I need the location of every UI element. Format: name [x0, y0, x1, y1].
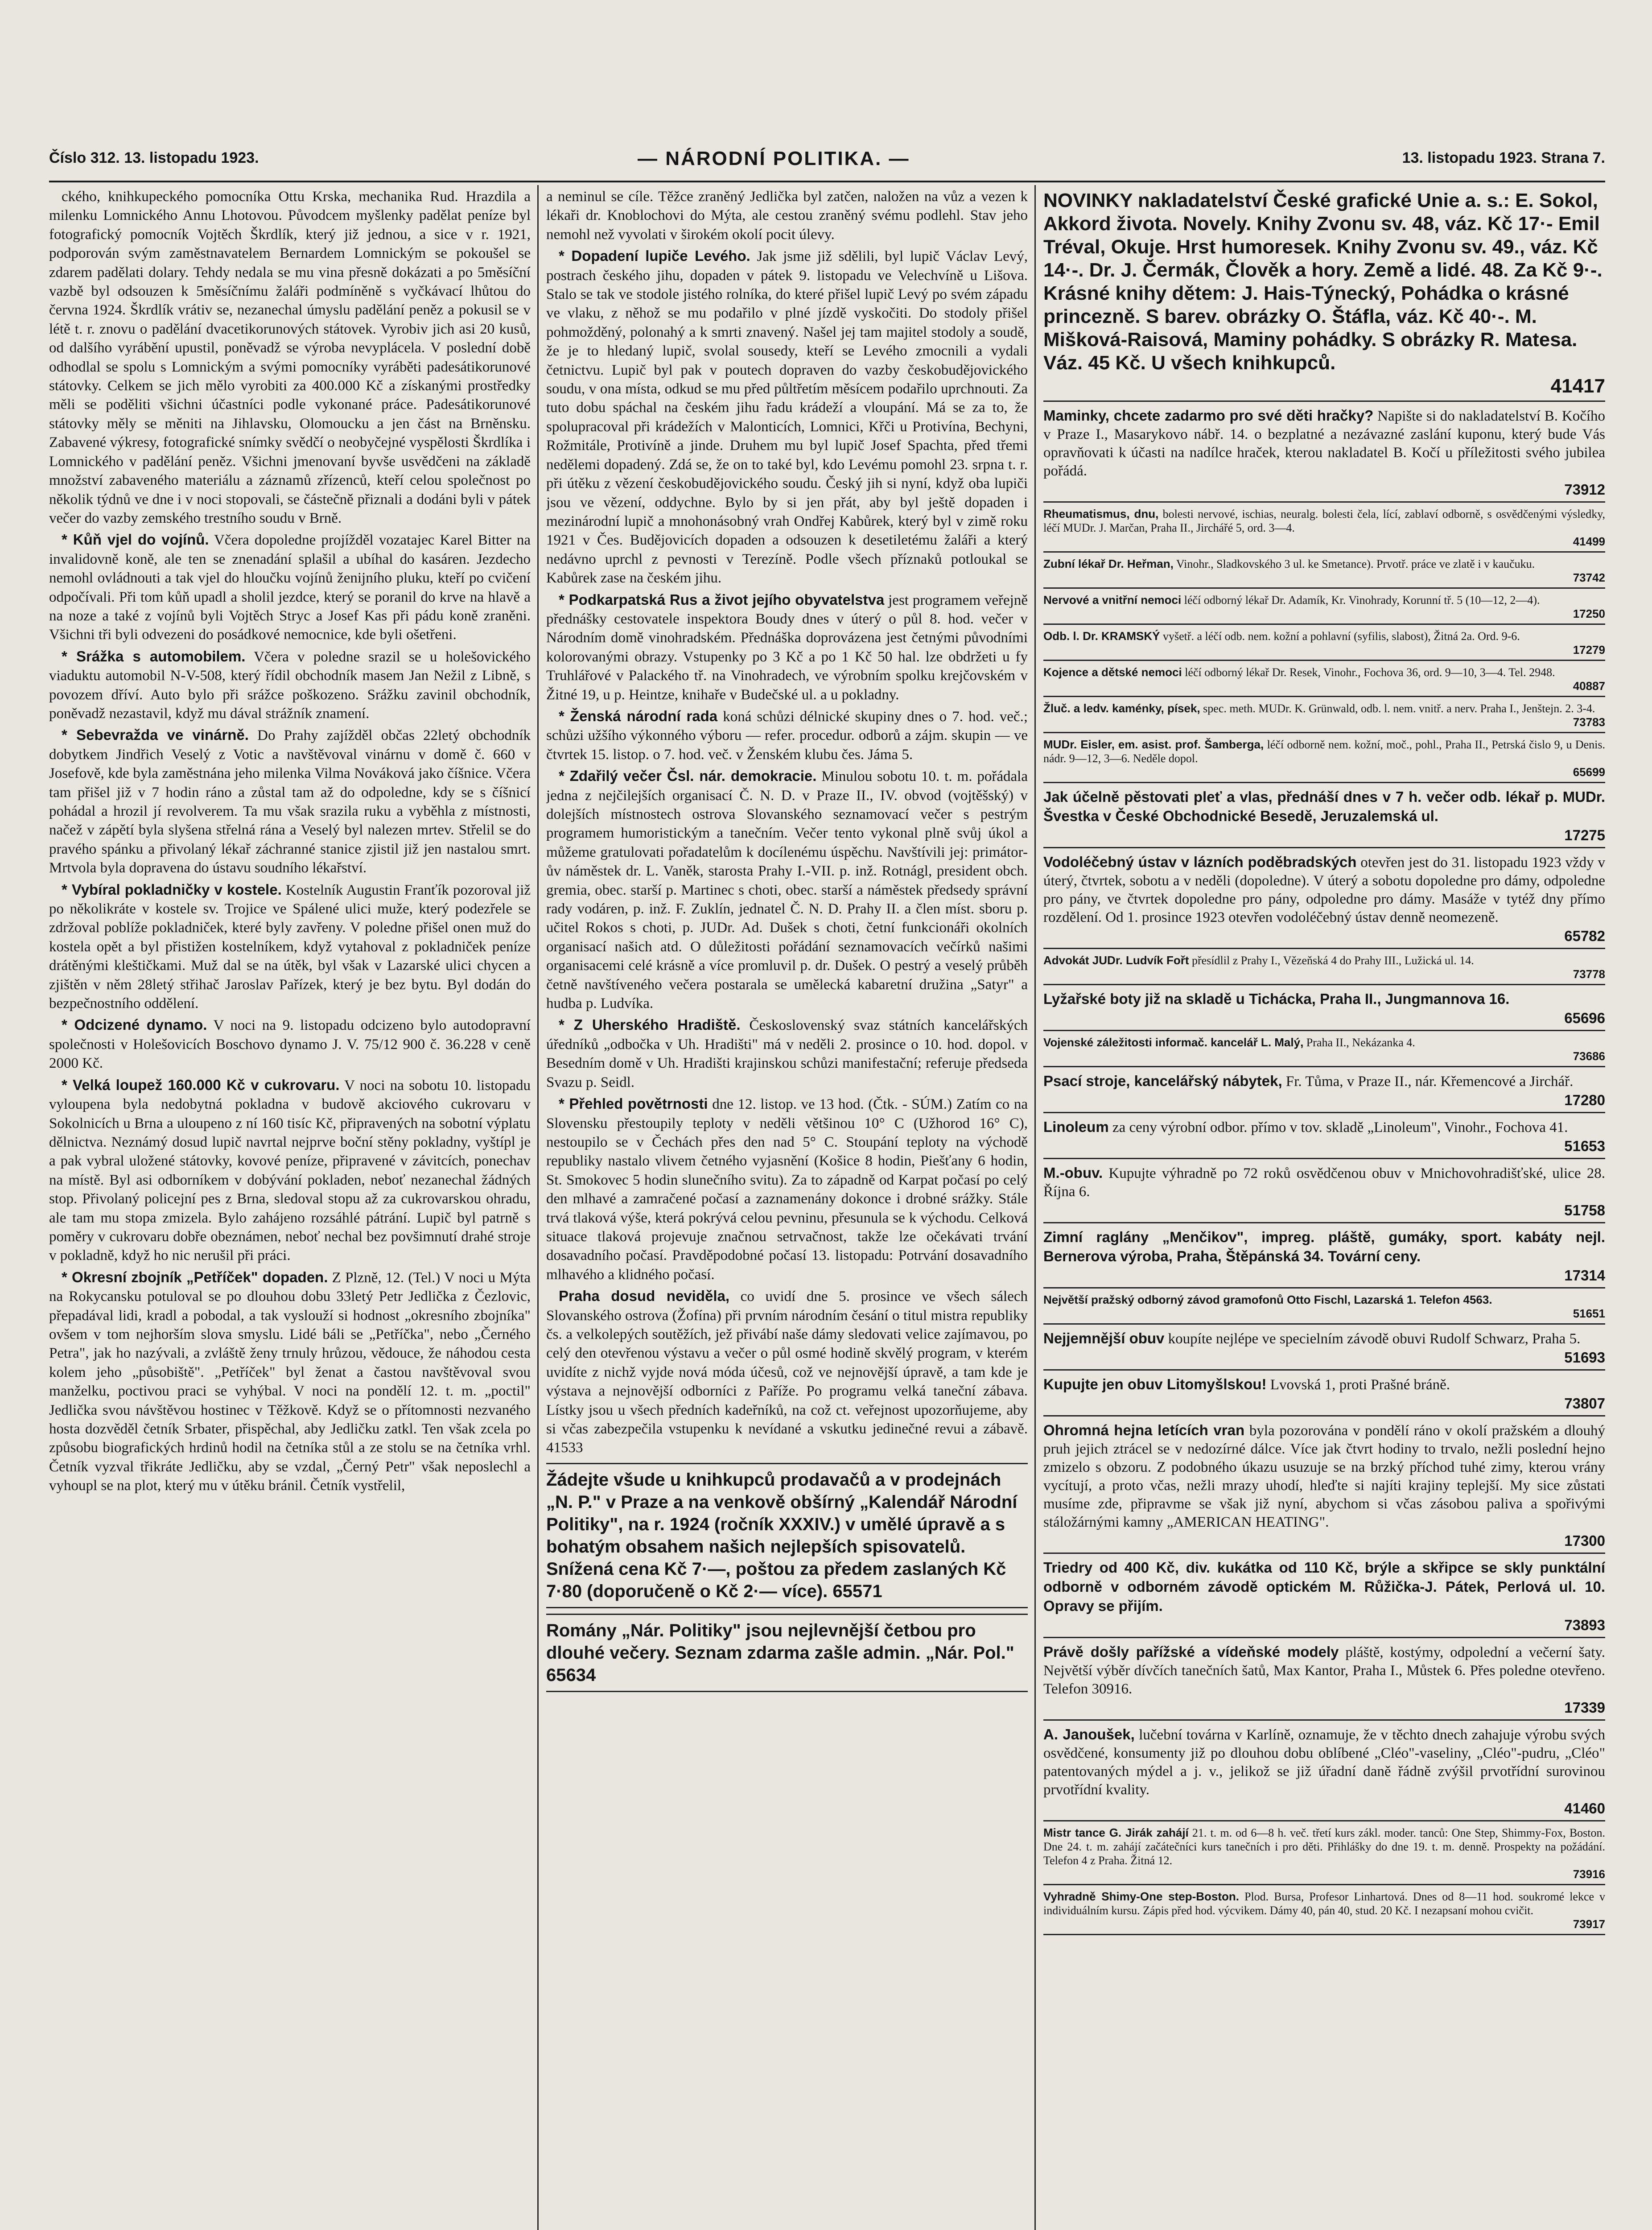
article-headline: * Odcizené dynamo. — [62, 1016, 207, 1033]
advertisement — [1043, 1291, 1605, 1325]
ad-number: 73783 — [1573, 715, 1605, 729]
article — [49, 647, 531, 723]
ad-number: 17280 — [1564, 1092, 1605, 1108]
article-text: léčí odborný lékař Dr. Adamík, Kr. Vinohrady, Korunní tř. 5 (10—12, 2—4). — [1184, 594, 1540, 607]
article-headline: Nejjemnější obuv — [1043, 1330, 1165, 1346]
article-headline: Právě došly pařížské a vídeňské modely — [1043, 1644, 1339, 1660]
article — [546, 1287, 1028, 1458]
article-headline: Advokát JUDr. Ludvík Fořt — [1043, 954, 1189, 967]
issue-number: Číslo 312. 13. listopadu 1923. — [49, 149, 259, 166]
article — [546, 1094, 1028, 1284]
article-text: V noci na sobotu 10. listopadu vyloupena byla nedobytná pokladna v budově akciového cukrovaru v Sokolnicích u Brna a uloupeno z ní 160 tisíc Kč, připravených na sobotní výplatu dělnictva. Neznámý dosud lupič navrtal nejprve boční stěny pokladny, vyštípl je a pak vybral uložené státovky, kovové peníze, připravené v závitcích, ponechav na místě. Byl asi odborníkem v dobývání pokladen, neboť nezanechal žádných stop. Přivolaný policejní pes z Brna, sledoval stopu až za cukrovarskou ohradu, ale tam mu stopa zmizela. Bylo zahájeno rozsáhlé pátrání. Lupič byl patrně s poměry v cukrovaru dobře obeznámen, neboť nechal bez povšimnutí drahé stroje v pokladně, když ho nic nerušil při práci. — [49, 1077, 531, 1264]
article-text: Vinohr., Sladkovského 3 ul. ke Smetance). Prvotř. práce ve zlatě i v kaučuku. — [1176, 558, 1535, 570]
article-text: dne 12. listop. ve 13 hod. (Čtk. - SÚM.) Zatím co na Slovensku přestoupily teploty v neděli většinou 10° C (Užhorod 16° C), nestoupilo se v Čechách přes den nad 5° C. Stoupání teploty na východě republiky nastalo vlivem četného vyjasnění (Košice 8 hodin, Piešťany 6 hodin, St. Smokovec 5 hodin slunečního svitu). Za to západně od Karpat počasí po celý den mlhavé a zamračené počasí a zaznamenány dokonce i drobné srážky. Stále trvá tlaková výše, která pokrývá celou pevninu, přesunula se k východu. Celková situace tlaková projevuje značnou setrvačnost, takže lze očekávati trvání dosavadního počasí. Pravděpodobné počasí 13. listopadu: Potrvání dosavadního mlhavého a klidného počasí. — [546, 1096, 1028, 1283]
article-headline: M.-obuv. — [1043, 1165, 1103, 1181]
advertisement — [1043, 1034, 1605, 1067]
ad-number: 17275 — [1564, 827, 1605, 843]
advertisement — [1043, 664, 1605, 697]
column-divider — [537, 185, 539, 2230]
article-text: za ceny výrobní odbor. přímo v tov. skladě „Linoleum", Vinohr., Fochova 41. — [1112, 1119, 1568, 1136]
advertisement — [1043, 1162, 1605, 1223]
ad-number: 41417 — [1550, 375, 1605, 397]
ad-number: 51693 — [1564, 1349, 1605, 1366]
ad-number: 41460 — [1564, 1800, 1605, 1817]
article — [546, 247, 1028, 587]
advertisement — [1043, 1327, 1605, 1371]
article-text: spec. meth. MUDr. K. Grünwald, odb. l. nem. vnitř. a nerv. Praha I., Jenštejn. 2. 3-4. — [1203, 702, 1595, 715]
article-headline: * Podkarpatská Rus a život jejího obyvatelstva — [559, 591, 885, 608]
article-text: NOVINKY nakladatelství České grafické Unie a. s.: E. Sokol, Akkord života. Novely. Knihy Zvonu sv. 48, váz. Kč 17·- Emil Tréval, Okuje. Hrst humoresek. Knihy Zvonu sv. 49., váz. Kč 14·-. Dr. J. Čermák, Člověk a hory. Země a lidé. 48. Za Kč 9·-. Krásné knihy dětem: J. Hais-Týnecký, Pohádka o krásné princezně. S barev. obrázky O. Štáfla, váz. Kč 40·-. M. Mišková-Raisová, Maminy pohádky. S obrázky R. Matesa. Váz. 45 Kč. U všech knihkupců. — [1043, 190, 1603, 374]
ad-number: 73742 — [1573, 571, 1605, 584]
advertisement — [1043, 1641, 1605, 1721]
article-headline: Vyhradně Shimy-One step-Boston. — [1043, 1890, 1240, 1903]
ad-number: 17250 — [1573, 607, 1605, 620]
ad-number: 41499 — [1573, 535, 1605, 548]
article-headline: Vojenské záležitosti informač. kancelář L. Malý, — [1043, 1036, 1304, 1049]
article-text: Včera dopoledne projížděl vozatajec Karel Bitter na invalidovně koně, ale ten se znenadání splašil a ubíhal do kasáren. Jezdecho nemohl ovládnouti a tak vjel do hloučku vojínů ženijního pluku, kteří po cvičení odpočívali. Při tom kůň upadl a sholil jezdce, který se poranil do krve na hlavě a na noze a také z vojínů byli Vojtěch Stryc a Josef Kas při pádu koně zraněni. Všichni tři byli odvezeni do posádkové nemocnice, kde byli ošetřeni. — [49, 532, 531, 643]
ad-number: 51758 — [1564, 1202, 1605, 1218]
masthead — [49, 149, 1605, 176]
article-headline: Triedry od 400 Kč, div. kukátka od 110 Kč, brýle a skřipce se skly punktální odborně v odborném závodě optickém M. Růžička-J. Pátek, Perlová ul. 10. Opravy se přijím. — [1043, 1559, 1605, 1614]
ad-number: 73807 — [1564, 1395, 1605, 1412]
article — [49, 1016, 531, 1073]
article-text: bolesti nervové, ischias, neuralg. bolesti čela, lící, zablaví odborně, s osvědčenými výsledky, léčí MUDr. J. Marčan, Praha II., Jirchářé 5, ord. 3—4. — [1043, 508, 1605, 534]
article — [49, 1268, 531, 1495]
advertisement — [1043, 1824, 1605, 1885]
date-page: 13. listopadu 1923. Strana 7. — [1402, 149, 1605, 166]
article-text: léčí odborný lékař Dr. Resek, Vinohr., Fochova 36, ord. 9—10, 3—4. Tel. 2948. — [1185, 666, 1555, 679]
article-text: Plod. Bursa, Profesor Linhartová. Dnes od 8—11 hod. soukromé lekce v individuálním kursu. Zápis před hod. výcvikem. Dámy 40, pán 40, stud. 20 Kč. I nezapsaní mohou cvičit. — [1043, 1890, 1605, 1917]
advertisement — [1043, 1116, 1605, 1159]
ad-number: 65696 — [1564, 1010, 1605, 1026]
article-headline: * Přehled povětrnosti — [559, 1095, 708, 1112]
article-headline: Mistr tance G. Jirák zahájí — [1043, 1826, 1189, 1839]
article-text: a neminul se cíle. Těžce zraněný Jedlička byl zatčen, naložen na vůz a vezen k lékaři dr. Knoblochovi do Mýta, ale cestou zraněný svému podlehl. Stav jeho nemohl než vyvolati v širokém okolí pocit úlevy. — [546, 189, 1028, 243]
ad-number: 73917 — [1573, 1917, 1605, 1931]
article-text: lučební továrna v Karlíně, oznamuje, že v těchto dnech zahajuje výrobu svých osvědčené, konsumenty již po dlouhou dobu oblíbené „Cléo"-vaseliny, „Cléo"-pudru, „Cléo" patentovaných mýdel a j. v., jelikož se již úřadní daně řádně zvýšil prvotřídní surovinou prvotřídní kvality. — [1043, 1727, 1605, 1798]
advertisement — [1043, 591, 1605, 625]
article-text: Minulou sobotu 10. t. m. pořádala jedna z nejčilejších organisací Č. N. D. v Praze II., IV. obvod (vojtěšský) v dolejších místnostech ostrova Slovanského seznamovací večer s pestrým programem humoristickým a tanečním. Večer tento vykonal plně svůj úkol a můžeme gratulovati pořadatelům k docílenému úspěchu. Navštívili jej: primátor-ův náměstek dr. L. Vaněk, starosta Prahy I.-VII. p. inž. Rotnágl, president obch. gremia, obec. starší p. Martinec s choti, obec. starší a náměstek předsedy správní rady vodáren, p. inž. F. Zuklín, jednatel Č. N. D. Prahy II. a člen míst. sboru p. učitel Rokos s choti, p. JUDr. Ad. Dušek s choti, četní funkcionáři okolních organisací našich atd. O důležitosti pořádání seznamovacích večírků našimi organisacemi celé krásně a více promluvil p. dr. Dušek. O pestrý a veselý průběh četně navštíveného večera postarala se umělecká kabaretní družina „Satyr" a hudba p. Ludvíka. — [546, 768, 1028, 1012]
advertisement — [1043, 952, 1605, 985]
article-headline: * Zdařilý večer Čsl. nár. demokracie. — [559, 768, 817, 785]
notice-box — [546, 1614, 1028, 1692]
newspaper-title: — NÁRODNÍ POLITIKA. — — [638, 148, 910, 169]
header-rule — [49, 181, 1605, 182]
advertisement — [1043, 786, 1605, 848]
article-headline: Zimní raglány „Menčikov", impreg. pláště, gumáky, sport. kabáty nejl. Bernerova výroba, Praha, Štěpánská 34. Tovární ceny. — [1043, 1229, 1605, 1264]
advertisement — [1043, 628, 1605, 661]
column-news-2 — [546, 187, 1028, 2230]
ad-number: 73916 — [1573, 1867, 1605, 1881]
article-headline: Odb. l. Dr. KRAMSKÝ — [1043, 629, 1160, 643]
article-text: koupíte nejlépe ve specielním závodě obuvi Rudolf Schwarz, Praha 5. — [1168, 1331, 1581, 1347]
article-text: Napište si do nakladatelství B. Kočího v Praze I., Masarykovo nábř. 14. o bezplatné a nezávazné zaslání kuponu, který bude Vás opravňovati k účasti na nadílce hraček, kterou nakladatel B. Kočí u příležitosti svého jubilea pořádá. — [1043, 408, 1605, 479]
article-headline: MUDr. Eisler, em. asist. prof. Šamberga, — [1043, 738, 1264, 751]
article-headline: * Z Uherského Hradiště. — [559, 1016, 741, 1033]
article — [49, 880, 531, 1013]
article-headline: * Sebevražda ve vinárně. — [62, 727, 249, 743]
article-text: Žádejte všude u knihkupců prodavačů a v prodejnách „N. P." v Praze a na venkově obšírný „Kalendář Národní Politiky", na r. 1924 (ročník XXXIV.) v umělé úpravě a s bohatým obsahem našich nejlepších spisovatelů. Snížená cena Kč 7·—, poštou za předem zaslaných Kč 7·80 (doporučeně o Kč 2·— více). 65571 — [546, 1470, 1018, 1601]
article-headline: * Ženská národní rada — [559, 707, 718, 724]
article-headline: Kupujte jen obuv Litomyšlskou! — [1043, 1376, 1267, 1392]
article-text: Československý svaz státních kancelářských úředníků „odbočka v Uh. Hradišti" má v neděli 2. prosince o 10. hod. dopol. v Besedním domě v Uh. Hradišti krajinskou schůzi manifestační; referuje předseda Svazu p. Seidl. — [546, 1017, 1028, 1090]
article — [546, 187, 1028, 244]
article-text: Praha II., Nekázanka 4. — [1306, 1036, 1415, 1049]
article-headline: Zubní lékař Dr. Heřman, — [1043, 557, 1174, 570]
article-text: Včera v poledne srazil se u holešovického viaduktu automobil N-V-508, který řídil obchodník masem Jan Nežil z Libně, s povozem dříví. Auto bylo při srážce poškozeno. Srážku zavinil obchodník, poněvadž nezastavil, když mu dával strážník znamení. — [49, 648, 531, 722]
article-text: byla pozorována v pondělí ráno v okolí pražském a dlouhý pruh jejich ztrácel se v nedozírné dálce. Více jak čtvrt hodiny to trvalo, nežli poslední hejno zmizelo s obzoru. Z podobného úkazu usuzuje se na brzký příchod tuhé zimy, kterou vrány vycítují, a proto včas, nežli mrazy uhodí, hleďte si najíti krajiny teplejší. My sice zůstati musíme zde, připravme se však již nyní, abychom si včas zásobou paliva a spořivými stáložárnými kamny „AMERICAN HEATING". — [1043, 1423, 1605, 1530]
article — [49, 1076, 531, 1265]
ad-number: 73778 — [1573, 967, 1605, 981]
article — [49, 530, 531, 644]
advertisement — [1043, 405, 1605, 503]
ad-number: 17279 — [1573, 643, 1605, 657]
ad-number: 73893 — [1564, 1617, 1605, 1633]
article-text: přesídlil z Prahy I., Vězeňská 4 do Prahy III., Lužická ul. 14. — [1192, 954, 1474, 967]
advertisement — [1043, 1557, 1605, 1638]
notice-box — [546, 1463, 1028, 1608]
ad-number: 17300 — [1564, 1532, 1605, 1549]
article-headline: Jak účelně pěstovati pleť a vlas, přednáší dnes v 7 h. večer odb. lékař p. MUDr. Švestka v České Obchodnické Besedě, Jeruzalemská ul. — [1043, 789, 1605, 824]
advertisement — [1043, 1070, 1605, 1113]
article-headline: Maminky, chcete zadarmo pro své děti hračky? — [1043, 407, 1374, 424]
advertisement — [1043, 555, 1605, 589]
article-headline: A. Janoušek, — [1043, 1726, 1135, 1743]
article-text: Lvovská 1, proti Prašné bráně. — [1270, 1377, 1450, 1393]
column-divider — [1034, 185, 1036, 2230]
column-news-1 — [49, 187, 531, 2230]
advertisement — [1043, 1226, 1605, 1288]
article-headline: * Kůň vjel do vojínů. — [62, 531, 209, 548]
advertisement — [1043, 988, 1605, 1031]
article-headline: Rheumatismus, dnu, — [1043, 507, 1159, 520]
advertisement — [1043, 505, 1605, 553]
article-headline: * Okresní zbojník „Petříček" dopaden. — [62, 1268, 328, 1285]
article-text: Jak jsme již sdělili, byl lupič Václav Levý, postrach českého jihu, dopaden v pátek 9. listopadu ve Velechvíně u Lišova. Stalo se tak ve stodole jistého rolníka, do které přišel lupič Levý po svém západu ve vlaku, z něhož se mu podařilo v plné jízdě vyskočiti. Do stodoly přišel pohmožděný, polonahý a k smrti znavený. Našel jej tam majitel stodoly a soudě, že je to hledaný lupič, svolal sousedy, kteří se Levého zmocnili a vydali četnictvu. Lupič byl pak v poutech dopraven do vazby českobudějovického soudu, v ona místa, odkud se mu před půltřetím měsícem podařilo uprchnouti. Za tuto dobu spáchal na českém jihu řadu krádeží a vloupání. Má se za to, že spolupracoval při krádežích v Malonticích, Lomnici, Křči u Protivína, Bechyni, Rožmitále, Protivíně a jinde. Druhem mu byl lupič Josef Spachta, před třemi nedělemi dopadený. Zdá se, že on to také byl, kdo Levému pomohl 23. srpna t. r. při útěku z vězení českobudějovického soudu. Český jih si nyní, když oba lupiči jsou ve vězení, oddychne. Bylo by si jen přát, aby byl ještě dopaden i mezinárodní lupič a mnohonásobný vrah Ondřej Kabůrek, který byl v zimě roku 1921 v Čes. Budějovicích dopaden a odsouzen k desetiletému žaláři a který nedávno uprchl z pevnosti v Terezíně. Podle všech příznaků potloukal se Kabůrek zase na českém jihu. — [546, 248, 1028, 586]
article — [546, 767, 1028, 1013]
article-text: vyšetř. a léčí odb. nem. kožní a pohlavní (syfilis, slabost), Žitná 2a. Ord. 9-6. — [1162, 630, 1520, 643]
article-text: Kostelník Augustin Franťík pozoroval již po několikráte v kostele sv. Trojice ve Spálené ulici muže, který podezřele se zdržoval poblíže pokladniček, které byly zavřeny. V poledne přišel onen muž do kostela opět a byl přistižen kostelníkem, když vytahoval z pokladniček peníze drátěnými kleštičkami. Muž dal se na útěk, byl však v Lazarské ulici chycen a zjištěn v něm 28letý střihač Jaroslav Pařízek, který je bez bytu. Byl dodán do bezpečnostního oddělení. — [49, 882, 531, 1012]
article-text: Kupujte výhradně po 72 roků osvědčenou obuv v Mnichovohradišťské, ulice 28. Října 6. — [1043, 1165, 1605, 1200]
advertisement — [1043, 1373, 1605, 1416]
article-text: Romány „Nár. Politiky" jsou nejlevnější četbou pro dlouhé večery. Seznam zdarma zašle admin. „Nár. Pol." 65634 — [546, 1620, 1014, 1685]
ad-number: 17314 — [1564, 1267, 1605, 1284]
article-headline: Lyžařské boty již na skladě u Tichácka, Praha II., Jungmannova 16. — [1043, 991, 1510, 1007]
ad-number: 73912 — [1564, 481, 1605, 498]
article-text: Z Plzně, 12. (Tel.) V noci u Mýta na Rokycansku potuloval se po dlouhou dobu 33letý Petr Jedlička z Čezlovic, přepadával lidi, kradl a pobodal, a tak vyslouží si hodnost „okresního zbojníka" ovšem v tom nejhorším slova smyslu. Lidé báli se „Petříčka", nebo „Černého Petra", jak ho nazývali, a zvláště ženy trnuly hrůzou, vědouce, že náhodou cesta kolem jeho „působiště". „Petříček" byl ženat a častou navštěvoval svou manželku, poctivou praci se vyhýbal. V noci na pondělí 12. t. m. „poctil" Jedlička svou návštěvou hostinec v Těžkově. Když se o přítomnosti nezvaného hosta dozvěděl četník Srbater, přispěchal, aby Jedličku zatkl. Ten však zcela po způsobu biografických hrdinů hodil na četníka stůl a ze stolu se na četníka vrhl. Četník vyzval třikráte Jedličku, aby se vzdal, „Černý Petr" však neposlechl a vyhoupl se na plot, který mu v útěku bránil. Četník vystřelil, — [49, 1269, 531, 1494]
article-headline: * Dopadení lupiče Levého. — [559, 248, 750, 264]
article-headline: * Srážka s automobilem. — [62, 648, 246, 665]
article-text: koná schůzi délnické skupiny dnes o 7. hod. več.; schůzi užšího výkonného výboru — refer. procedur. odborů a zájm. skupin — ve čtvrtek 15. listop. o 7. hod. več. v Ženském klubu čes. Jáma 5. — [546, 708, 1028, 763]
ad-number: 73686 — [1573, 1049, 1605, 1063]
article-text: léčí odborně nem. kožní, moč., pohl., Praha II., Petrská čislo 9, u Denis. nádr. 9—12, 3—6. Neděle dopol. — [1043, 738, 1605, 765]
article-headline: Kojence a dětské nemoci — [1043, 665, 1182, 679]
article-text: Fr. Tůma, v Praze II., nár. Křemencové a Jirchář. — [1285, 1074, 1574, 1090]
article-headline: Ohromná hejna letících vran — [1043, 1422, 1245, 1438]
advertisement — [1043, 736, 1605, 783]
ad-number: 65782 — [1564, 928, 1605, 944]
article-text: Do Prahy zajížděl občas 22letý obchodník dobytkem Jindřich Veselý z Votic a navštěvoval vinárnu v domě č. 660 v Josefově, kde byla zaměstnána jeho milenka Vilma Nováková jako číšnice. Včera tam přišel již v 7 hodin ráno a zůstal tam až do odpoledne, kdy se s číšnicí pohádal a hrozil jí revolverem. Ta mu však srazila ruku a vyběhla z místnosti, načež v zápětí byla slyšena střelná rána a Veselý byl nalezen mrtev. Střelil se do pravého spánku a přivolaný lékař záchranné stanice zjistil již jen nastalou smrt. Mrtvola byla dopravena do ústavu soudního lékařství. — [49, 727, 531, 876]
advertisement — [1043, 187, 1605, 402]
article — [546, 1016, 1028, 1092]
article — [49, 187, 531, 528]
article-text: 21. t. m. od 6—8 h. več. třetí kurs zákl. moder. tanců: One Step, Shimmy-Fox, Boston. Dne 24. t. m. zahájí začátečníci kurs tanečních i pro děti. Přihlášky do dne 19. t. m. denně. Prospekty na požádání. Telefon 4 z Praha. Žitná 12. — [1043, 1826, 1605, 1867]
article-headline: Vodoléčebný ústav v lázních poděbradských — [1043, 854, 1357, 870]
ad-number: 51653 — [1564, 1138, 1605, 1154]
column-advertisements — [1043, 187, 1605, 2230]
advertisement — [1043, 1888, 1605, 1935]
article — [546, 707, 1028, 764]
article-headline: Největší pražský odborný závod gramofonů Otto Fischl, Lazarská 1. Telefon 4563. — [1043, 1293, 1492, 1306]
article-headline: Psací stroje, kancelářský nábytek, — [1043, 1073, 1282, 1089]
article-headline: * Velká loupež 160.000 Kč v cukrovaru. — [62, 1076, 340, 1093]
advertisement — [1043, 1723, 1605, 1821]
ad-number: 40887 — [1573, 679, 1605, 693]
article-headline: Linoleum — [1043, 1119, 1109, 1135]
article-text: pláště, kostýmy, odpolední a večerní šaty. Největší výběr dívčích tanečních šatů, Max Kantor, Praha I., Můstek 6. Přes poledne otevřeno. Telefon 30916. — [1043, 1644, 1605, 1697]
ad-number: 17339 — [1564, 1699, 1605, 1716]
ad-number: 51651 — [1573, 1307, 1605, 1320]
article-headline: Žluč. a ledv. kaménky, písek, — [1043, 702, 1200, 715]
article-text: jest programem veřejně přednášky cestovatele inspektora Boudy dnes v úterý o půl 8. hod. večer v Národním domě vinohradském. Přednáška doprovázena jest četnými původními kolorovanými obrazy. Vstupenky po 3 Kč a po 1 Kč 50 hal. lze obdržeti u fy Truhlářové v Palackého tř. na Vinohradech, ve výrobním spolku krejčovském v Žitné 19, u p. Heintze, knihaře v Budečské ul. a u pokladny. — [546, 592, 1028, 703]
article-headline: * Vybíral pokladničky v kostele. — [62, 881, 282, 898]
advertisement — [1043, 1419, 1605, 1554]
advertisement — [1043, 851, 1605, 949]
ad-number: 65699 — [1573, 765, 1605, 779]
article-text: co uvidí dne 5. prosince ve všech sálech Slovanského ostrova (Žofína) při prvním národním česání o titul mistra republiky čs. a velkolepých soutěžích, jež přivábí naše dámy sledovati velice zajímavou, po celý den otevřenou výstavu a večer o půl osmé hodině skvělý program, v kterém uvidíte z nichž vyjde nová móda účesů, což ve nejnovější úpravě, a tam kde je výstava a nejnovější odborníci z Paříže. Po programu velká taneční zábava. Lístky jsou u všech předních kadeřníků, na což ct. veřejnost upozorňujeme, aby si včas zabezpečila vstupenku k nevídané a vskutku jedinečné revui a zábavě. 41533 — [546, 1288, 1028, 1456]
article — [546, 591, 1028, 704]
article-text: ckého, knihkupeckého pomocníka Ottu Krska, mechanika Rud. Hrazdila a milenku Lomnického Annu Lhotovou. Původcem myšlenky padělat peníze byl fotografický pomocník Vojtěch Škrdlík, který již jednou, a sice v r. 1921, podporován svým zaměstnavatelem Bernardem Lomnickým se pokoušel se zdarem padělati dolary. Tehdy nedala se mu vina přesně dokázati a po 5měsíční vazbě byl odsouzen k 5měsíčnímu žaláři podmíněně s vyčkávací lhůtou do června 1924. Škrdlík vrátiv se, nezanechal úmyslu padělání peněz a pokusil se v létě t. r. znovu o padělání dvacetikorunových státovek. Vyrobiv jich asi 20 kusů, od dalšího vyrábění upustil, poněvadž se výroba nevyplácela. V poslední době odhodlal se spolu s Lomnickým a svými pomocníky vyráběti padesátikorunové státovky. Celkem se jich mělo vyrobiti za 400.000 Kč a získanými prostředky měli se poděliti všichni účastníci podle vykonané práce. Padesátikorunové státovky měly se měniti na Jihlavsku, Olomoucku a jen část na Brněnsku. Zabavené výkresy, fotografické snímky svědčí o neobyčejné vyspělosti Škrdlíka i Lomnického v padělání peněz. Všichni jmenovaní byvše usvědčeni na základě množství zabaveného materiálu a záznamů zřízenců, kteří celou společnost po několik týdnů ve dne i v noci stopovali, se částečně přiznali a dodáni byli v pátek večer do vazby zemského trestního soudu v Brně. — [49, 189, 531, 526]
article — [49, 726, 531, 877]
article-text: V noci na 9. listopadu odcizeno bylo autodopravní společnosti v Holešovicích Boschovo dynamo J. V. 75/12 900 č. 36.228 v ceně 2000 Kč. — [49, 1017, 531, 1072]
advertisement — [1043, 700, 1605, 733]
article-headline: Nervové a vnitřní nemoci — [1043, 593, 1182, 607]
article-text: otevřen jest do 31. listopadu 1923 vždy v úterý, čtvrtek, sobotu a v neděli (dopoledne). V úterý a sobotu dopoledne pro dámy, odpoledne pro pány, ve čtvrtek dopoledne pro pány, odpoledne pro dámy. Masáže v tytéž dny přímo rozdělení. Od 1. prosince 1923 otevřen vodoléčebný ústav denně neomezeně. — [1043, 855, 1605, 925]
article-headline: Praha dosud neviděla, — [559, 1288, 730, 1305]
